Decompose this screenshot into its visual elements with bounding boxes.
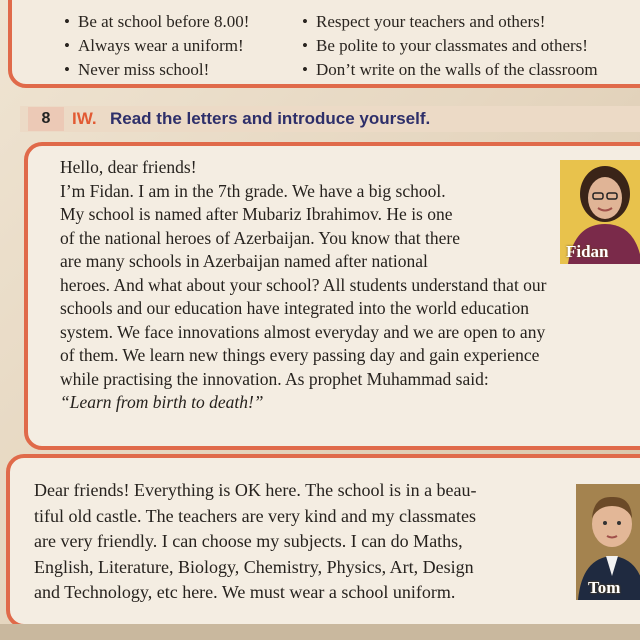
letter-quote: “Learn from birth to death!” — [60, 392, 264, 412]
letter-text — [34, 478, 477, 606]
task-number: 8 — [28, 107, 64, 131]
letter-fidan — [24, 142, 640, 450]
rule-item: • Always wear a uniform! — [64, 34, 249, 58]
rule-item: • Be polite to your classmates and others! — [302, 34, 598, 58]
letter-line: while practising the innovation. As prophet Muhammad said: — [60, 368, 489, 389]
letter-line: are very friendly. I can choose my subjects. I can do Maths, — [34, 531, 463, 551]
letter-line: Dear friends! Everything is OK here. The school is in a beau- — [34, 480, 477, 500]
tom-name-label: Tom — [588, 578, 621, 597]
letter-line: I’m Fidan. I am in the 7th grade. We have a big school. — [60, 180, 446, 201]
task-type-tag: IW. — [72, 109, 97, 128]
rule-item: • Don’t write on the walls of the classroom — [302, 58, 598, 82]
letter-tom — [6, 454, 640, 628]
rule-item: • Be at school before 8.00! — [64, 10, 249, 34]
letter-line: English, Literature, Biology, Chemistry, Physics, Art, Design — [34, 556, 474, 577]
letter-line: of them. We learn new things every passing day and gain experience — [60, 345, 540, 365]
rule-item: • Never miss school! — [64, 58, 249, 82]
letter-line: system. We face innovations almost everyday and we are open to any — [60, 321, 546, 342]
letter-line: and Technology, etc here. We must wear a school uniform. — [34, 582, 456, 602]
letter-line: are many schools in Azerbaijan named after national — [60, 251, 428, 271]
letter-line: My school is named after Mubariz Ibrahimov. He is one — [60, 204, 453, 224]
rules-right-column — [302, 10, 598, 82]
letter-text — [60, 156, 547, 415]
fidan-photo — [560, 160, 640, 264]
school-rules-box — [8, 0, 640, 88]
letter-line: heroes. And what about your school? All students understand that our — [60, 274, 547, 295]
letter-line: of the national heroes of Azerbaijan. You know that there — [60, 227, 460, 248]
letter-line: schools and our education have integrated into the world education — [60, 298, 529, 318]
fidan-name-label: Fidan — [566, 242, 609, 261]
letter-line: Hello, dear friends! — [60, 157, 197, 177]
rule-item: • Respect your teachers and others! — [302, 10, 598, 34]
letter-line: tiful old castle. The teachers are very kind and my classmates — [34, 505, 477, 526]
tom-photo — [576, 484, 640, 600]
rules-left-column — [64, 10, 249, 82]
task-instruction: Read the letters and introduce yourself. — [110, 109, 431, 128]
page-bottom-edge — [0, 624, 640, 640]
